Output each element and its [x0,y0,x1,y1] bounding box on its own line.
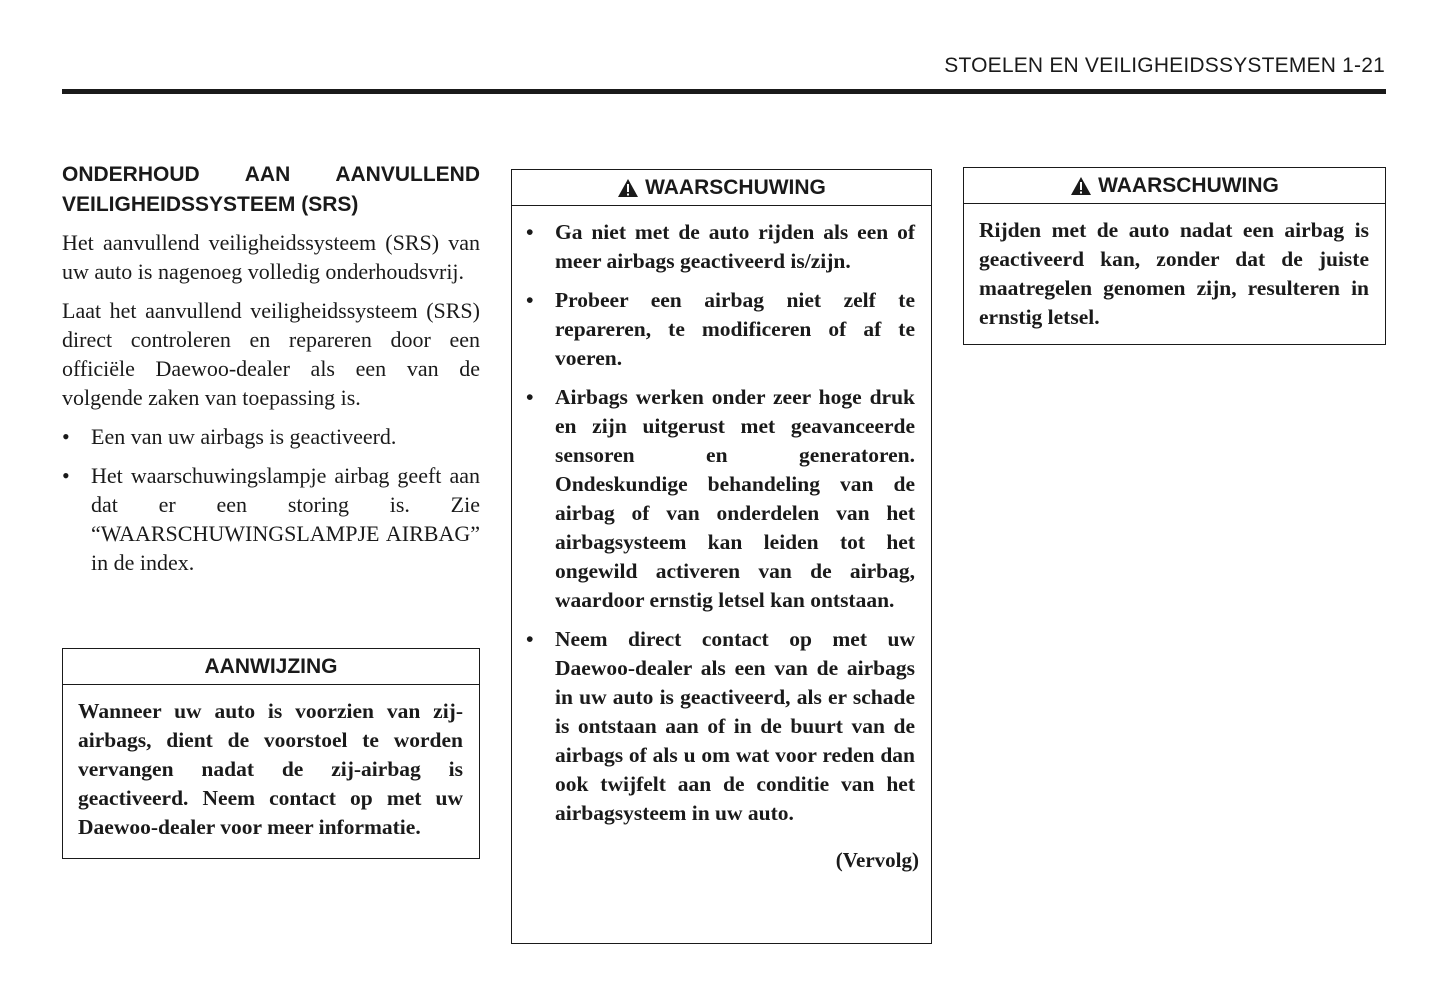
header-rule [62,89,1386,94]
paragraph: Het aanvullend veiligheidssysteem (SRS) van uw auto is nagenoeg volledig onderhoudsvrij. [62,230,480,284]
section-heading: ONDERHOUD AAN AANVULLEND VEILIGHEIDSSYSTEEM (SRS) [62,163,480,216]
warning-text: Rijden met de auto nadat een airbag is geactiveerd kan, zonder dat de juiste maatregelen genomen zijn, resulteren in ernstig letsel. [979,218,1369,329]
list-item-text: Ga niet met de auto rijden als een of meer airbags geactiveerd is/zijn. [555,220,915,273]
list-item [62,422,480,451]
list-item-text: Probeer een airbag niet zelf te repareren, te modificeren of af te voeren. [555,288,915,370]
notice-text: Wanneer uw auto is voorzien van zij-airbags, dient de voorstoel te worden vervangen nadat de zij-airbag is geactiveerd. Neem contact op met uw Daewoo-dealer voor meer informatie. [78,699,463,839]
warning-box [511,169,932,944]
left-column [62,160,480,587]
running-header: STOELEN EN VEILIGHEIDSSYSTEMEN 1-21 [944,54,1385,77]
list-item-text: Het waarschuwingslampje airbag geeft aan dat er een storing is. Zie “WAARSCHUWINGSLAMPJE AIRBAG” in de index. [91,463,480,575]
warning-header [512,170,931,206]
warning-title: WAARSCHUWING [1098,173,1279,197]
bullet-list [62,422,480,577]
warning-triangle-icon [617,178,639,198]
continued-label: (Vervolg) [835,848,919,872]
notice-box [62,648,480,859]
notice-title: AANWIJZING [63,649,479,685]
list-item [62,461,480,577]
warning-triangle-icon [1070,176,1092,196]
list-item-text: Een van uw airbags is geactiveerd. [91,424,397,449]
warning-title: WAARSCHUWING [645,175,826,199]
warning-header [964,168,1385,204]
list-item [526,218,915,276]
list-item-text: Airbags werken onder zeer hoge druk en zijn uitgerust met geavanceerde sensoren en generatoren. Ondeskundige behandeling van de airbag of van onderdelen van het airbagsysteem kan leiden tot het ongewild activeren van de airbag, waardoor ernstig letsel kan ontstaan. [555,385,915,612]
bullet: • [526,220,534,244]
warning-box [963,167,1386,345]
bullet: • [526,288,534,312]
bullet: • [526,385,534,409]
list-item [526,286,915,373]
bullet: • [526,627,534,651]
paragraph: Laat het aanvullend veiligheidssysteem (SRS) direct controleren en repareren door een officiële Daewoo-dealer als een van de volgende zaken van toepassing is. [62,298,480,410]
bullet: • [62,424,70,449]
list-item [526,625,915,828]
list-item-text: Neem direct contact op met uw Daewoo-dealer als een van de airbags in uw auto is geactiveerd, als er schade is ontstaan aan of in de buurt van de airbags of als u om wat voor reden dan ook twijfelt aan de conditie van het airbagsysteem in uw auto. [555,627,915,825]
list-item [526,383,915,615]
bullet: • [62,463,70,488]
warning-list [526,218,915,828]
